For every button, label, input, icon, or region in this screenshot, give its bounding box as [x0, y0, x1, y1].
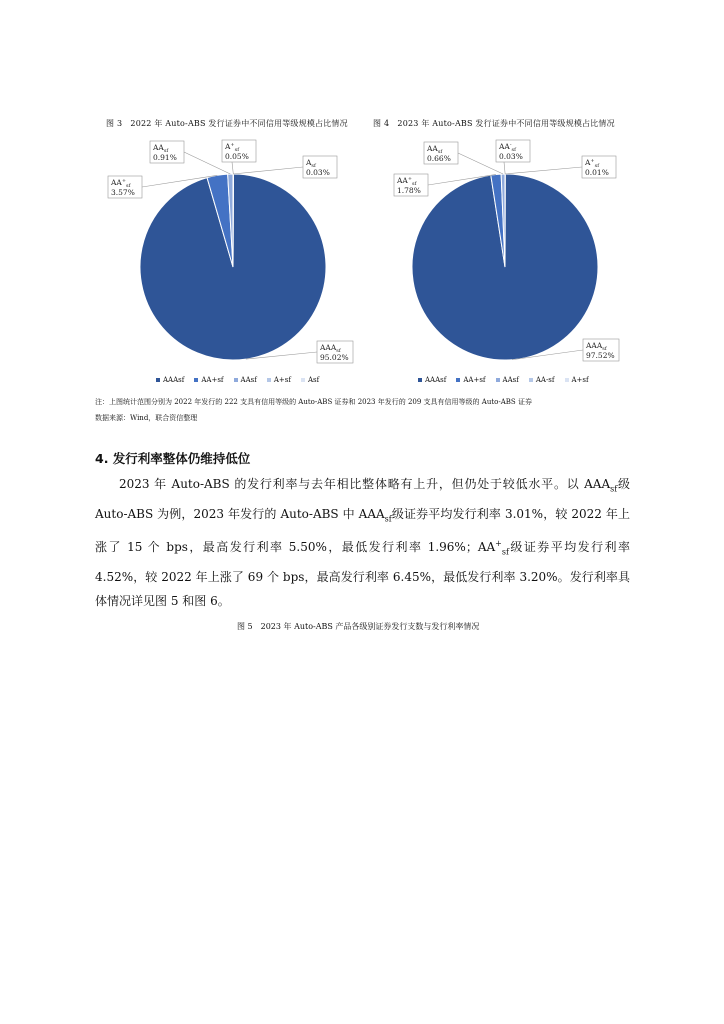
legend-swatch — [456, 378, 460, 382]
data-label-name: $AA_{sf}$ — [427, 144, 443, 155]
legend-label: AAsf — [240, 376, 257, 384]
data-label-name: $A^+_{sf}$ — [225, 142, 240, 153]
para-text-3: 级证券平均发行利率 3.01%，较 2022 年上涨了 15 个 bps，最高发行利率 5.50%，最低发行利率 1.96%；AA — [95, 506, 631, 554]
legend-item — [565, 376, 589, 384]
figure-3-title: 图 3 2022 年 Auto-ABS 发行证券中不同信用等级规模占比情况 — [106, 119, 348, 128]
pie-slices — [412, 174, 598, 360]
legend-item — [234, 376, 257, 384]
body-paragraph — [95, 472, 630, 614]
leader-line — [504, 162, 505, 174]
subscript-sf: sf — [384, 514, 392, 524]
figure-note: 注：上图统计范围分别为 2022 年发行的 222 支具有信用等级的 Auto-ABS 证券和 2023 年发行的 209 支具有信用等级的 Auto-ABS 证券 — [95, 398, 532, 406]
data-label-value: 0.05% — [225, 152, 249, 161]
legend-item — [456, 376, 485, 384]
figure-4-pie-chart — [374, 136, 636, 398]
figure-4-legend — [418, 376, 589, 384]
data-label-name: $A^+_{sf}$ — [585, 158, 600, 169]
data-label-name: $AA^+_{sf}$ — [111, 178, 131, 189]
pie-svg-2023 — [374, 136, 636, 398]
pie-slices — [140, 174, 326, 360]
figure-4-title: 图 4 2023 年 Auto-ABS 发行证券中不同信用等级规模占比情况 — [373, 119, 615, 128]
data-label-value: 0.01% — [585, 168, 609, 177]
data-label-name: $AAA_{sf}$ — [320, 343, 341, 354]
data-label-value: 0.03% — [306, 168, 330, 177]
figure-3-pie-chart — [102, 136, 364, 398]
data-label-value: 0.91% — [153, 153, 177, 162]
legend-item — [194, 376, 223, 384]
data-label-name: $AA_{sf}$ — [153, 143, 169, 154]
data-label-value: 97.52% — [586, 351, 615, 360]
data-label-name: $AA^+_{sf}$ — [397, 176, 417, 187]
subscript-sf: sf — [501, 547, 509, 557]
legend-label: AAAsf — [425, 376, 447, 384]
legend-swatch — [418, 378, 422, 382]
figure-3-legend — [156, 376, 319, 384]
data-label-value: 95.02% — [320, 353, 349, 362]
data-label-name: $AAA_{sf}$ — [586, 341, 607, 352]
legend-swatch — [234, 378, 238, 382]
legend-label: AAsf — [502, 376, 519, 384]
legend-swatch — [496, 378, 500, 382]
legend-item — [267, 376, 291, 384]
legend-item — [496, 376, 519, 384]
legend-label: AAAsf — [163, 376, 185, 384]
figure-5-title: 图 5 2023 年 Auto-ABS 产品各级别证券发行支数与发行利率情况 — [237, 622, 480, 631]
data-label-value: 0.66% — [427, 154, 451, 163]
data-label-name: $AA^-_{sf}$ — [499, 142, 516, 153]
legend-label: AA-sf — [535, 376, 555, 384]
legend-item — [301, 376, 319, 384]
legend-label: A+sf — [273, 376, 291, 384]
leader-line — [505, 167, 582, 174]
data-label-value: 3.57% — [111, 188, 135, 197]
legend-swatch — [267, 378, 271, 382]
subscript-sf: sf — [610, 484, 618, 494]
legend-label: A+sf — [571, 376, 589, 384]
section-heading: 4. 发行利率整体仍维持低位 — [95, 451, 251, 466]
pie-svg-2022 — [102, 136, 364, 398]
legend-swatch — [529, 378, 533, 382]
legend-swatch — [301, 378, 305, 382]
leader-line — [233, 167, 303, 174]
leader-line — [232, 162, 233, 174]
data-source: 数据来源：Wind，联合资信整理 — [95, 414, 198, 422]
data-label-value: 0.03% — [499, 152, 523, 161]
legend-swatch — [194, 378, 198, 382]
legend-label: AA+sf — [201, 376, 224, 384]
para-text-4: 级证券平均发行利率 4.52%，较 2022 年上涨了 69 个 bps，最高发行利率 6.45%，最低发行利率 3.20%。发行利率具体情况详见图 5 和图 6。 — [95, 539, 630, 609]
legend-label: Asf — [307, 376, 320, 384]
para-text-2: 级 Auto-ABS 为例，2023 年发行的 Auto-ABS 中 AAA — [95, 477, 630, 521]
legend-item — [418, 376, 446, 384]
legend-swatch — [565, 378, 569, 382]
legend-label: AA+sf — [463, 376, 486, 384]
legend-item — [156, 376, 184, 384]
para-text-1: 2023 年 Auto-ABS 的发行利率与去年相比整体略有上升，但仍处于较低水平。以 AAA — [119, 477, 611, 491]
superscript-plus: + — [495, 538, 502, 548]
data-label-value: 1.78% — [397, 186, 421, 195]
legend-item — [529, 376, 555, 384]
data-label-name: $A_{sf}$ — [306, 158, 316, 169]
legend-swatch — [156, 378, 160, 382]
